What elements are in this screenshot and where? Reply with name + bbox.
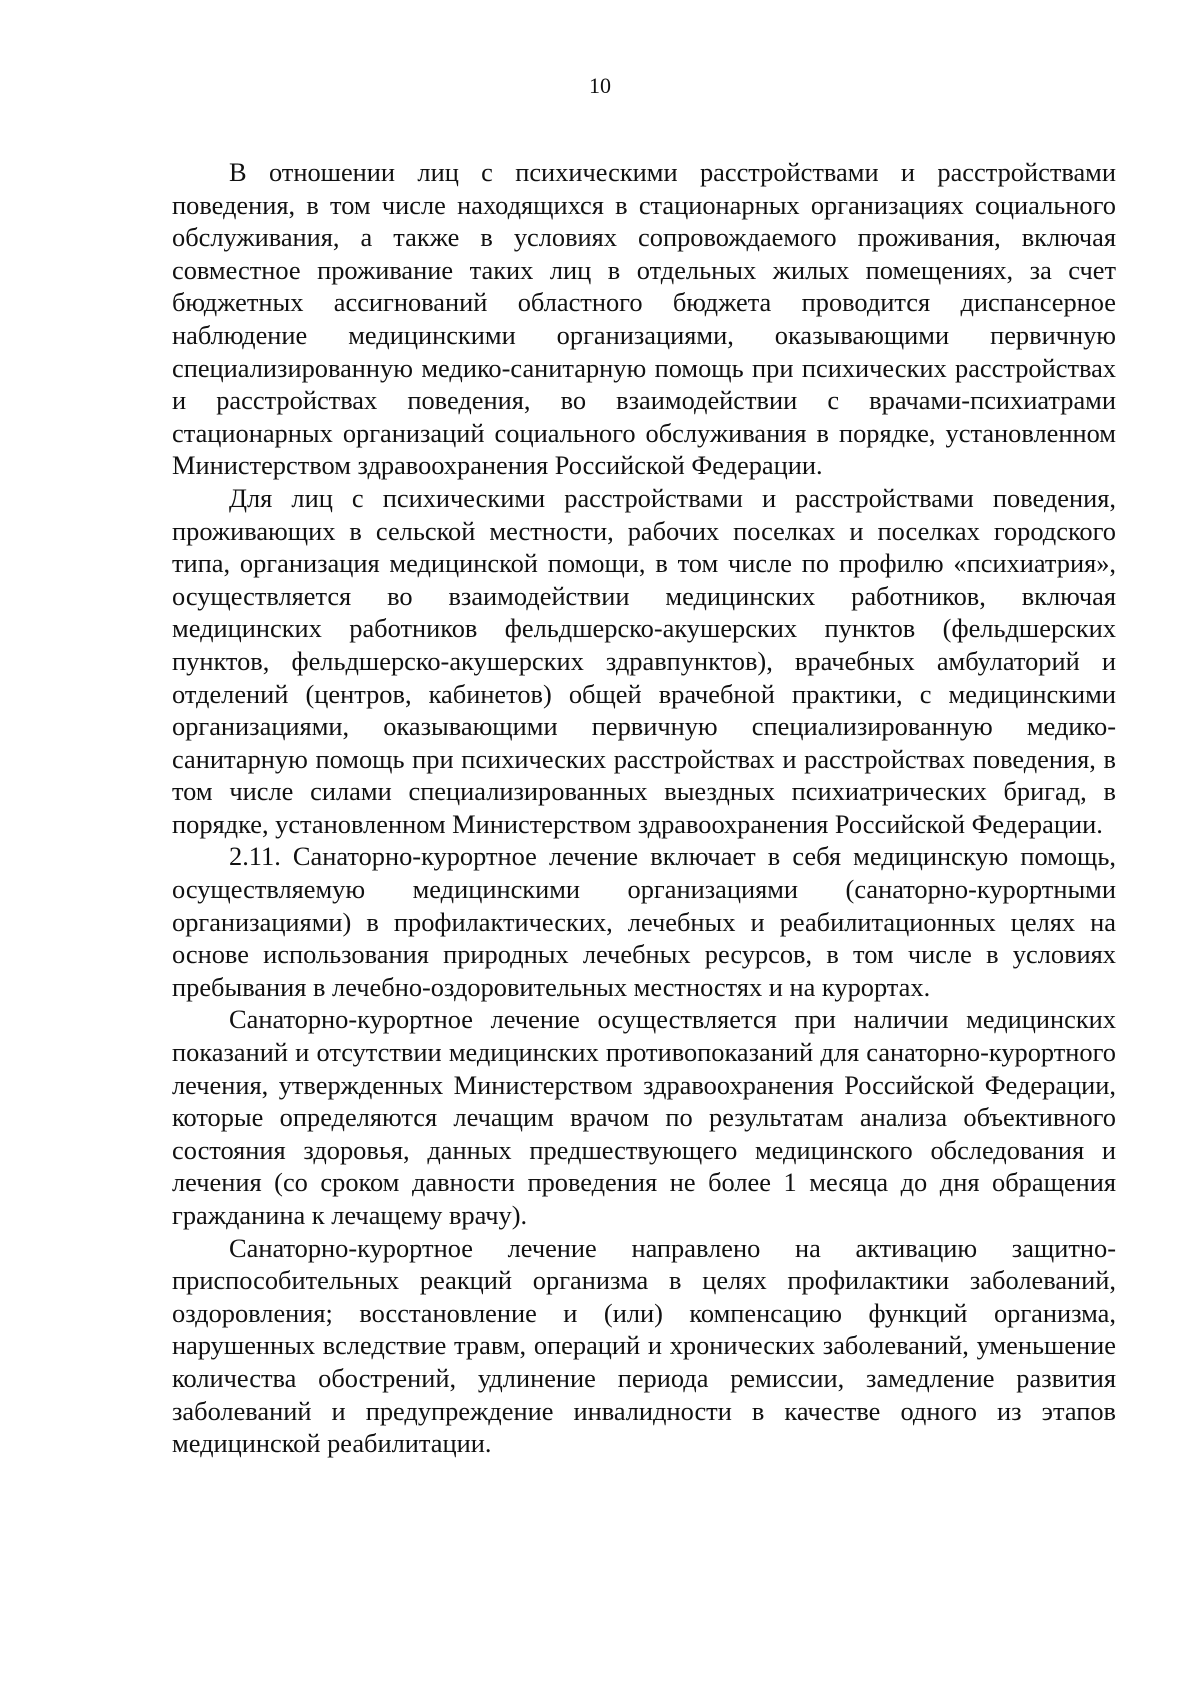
page-number: 10 (589, 73, 611, 98)
document-body (172, 156, 1116, 1460)
paragraph-sanatorium-goals: Санаторно-курортное лечение направлено на активацию защитно-приспособительных реакций организма в целях профилактики заболеваний, оздоровления; восстановление и (или) компенсацию функций организма, нарушенных вследствие травм, операций и хронических заболеваний, уменьшение количества обострений, удлинение периода ремиссии, замедление развития заболеваний и предупреждение инвалидности в качестве одного из этапов медицинской реабилитации. (172, 1232, 1116, 1459)
paragraph-sanatorium-treatment-definition: 2.11. Санаторно-курортное лечение включает в себя медицинскую помощь, осуществляемую медицинскими организациями (санаторно-курортными организациями) в профилактических, лечебных и реабилитационных целях на основе использования природных лечебных ресурсов, в том числе в условиях пребывания в лечебно-оздоровительных местностях и на курортах. (172, 841, 1116, 1002)
paragraph-dispensary-observation: В отношении лиц с психическими расстройствами и расстройствами поведения, в том числе находящихся в стационарных организациях социального обслуживания, а также в условиях сопровождаемого проживания, включая совместное проживание таких лиц в отдельных жилых помещениях, за счет бюджетных ассигнований областного бюджета проводится диспансерное наблюдение медицинскими организациями, оказывающими первичную специализированную медико-санитарную помощь при психических расстройствах и расстройствах поведения, во взаимодействии с врачами-психиатрами стационарных организаций социального обслуживания в порядке, установленном Министерством здравоохранения Российской Федерации. (172, 157, 1116, 481)
paragraph-sanatorium-indications: Санаторно-курортное лечение осуществляется при наличии медицинских показаний и отсутствии медицинских противопоказаний для санаторно-курортного лечения, утвержденных Министерством здравоохранения Российской Федерации, которые определяются лечащим врачом по результатам анализа объективного состояния здоровья, данных предшествующего медицинского обследования и лечения (со сроком давности проведения не более 1 месяца до дня обращения гражданина к лечащему врачу). (172, 1004, 1116, 1230)
paragraph-rural-psychiatric-care: Для лиц с психическими расстройствами и расстройствами поведения, проживающих в сельской местности, рабочих поселках и поселках городского типа, организация медицинской помощи, в том числе по профилю «психиатрия», осуществляется во взаимодействии медицинских работников, включая медицинских работников фельдшерско-акушерских пунктов (фельдшерских пунктов, фельдшерско-акушерских здравпунктов), врачебных амбулаторий и отделений (центров, кабинетов) общей врачебной практики, с медицинскими организациями, оказывающими первичную специализированную медико-санитарную помощь при психических расстройствах и расстройствах поведения, в том числе силами специализированных выездных психиатрических бригад, в порядке, установленном Министерством здравоохранения Российской Федерации. (172, 482, 1116, 839)
